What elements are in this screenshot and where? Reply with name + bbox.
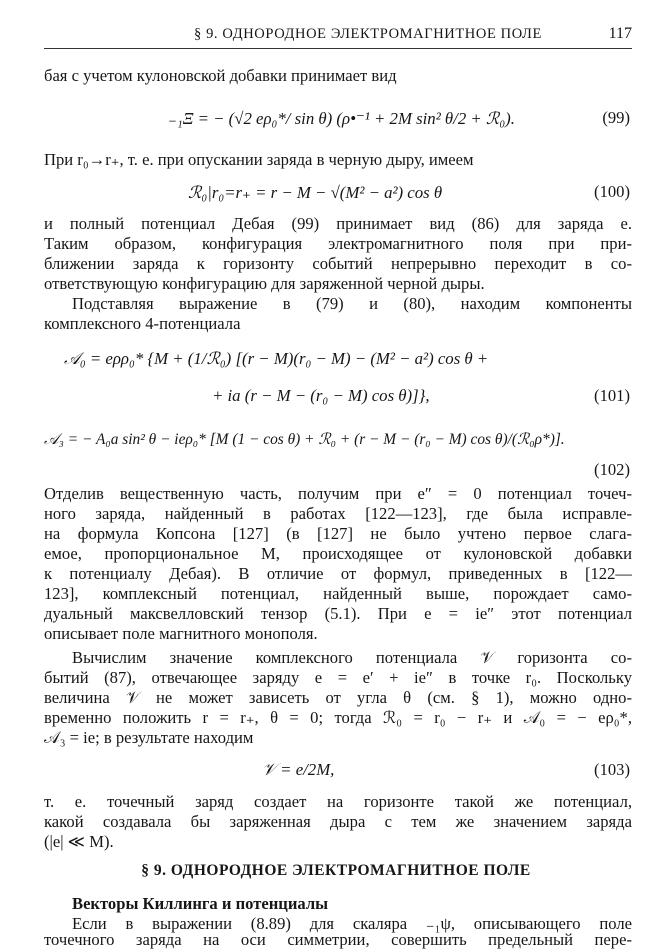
equation-101-line-2: + ia (r − M − (r₀ − M) cos θ)]}, xyxy=(212,386,430,405)
equation-103: 𝒱 = e/2M, xyxy=(262,760,335,779)
text-line: величина 𝒱 не может зависеть от угла θ (см. § 1), можно одно- xyxy=(44,688,632,707)
text-line: к потенциалу Дебая). В отличие от формул, приведенных в [122— xyxy=(44,564,632,583)
text-line: емое, пропорциональное M, происходящее от кулоновской добавки xyxy=(44,544,632,563)
text-line: т. е. точечный заряд создает на горизонте такой же потенциал, xyxy=(44,792,632,811)
text-line: точечного заряда на оси симметрии, совершить предельный пере- xyxy=(44,930,632,949)
equation-number-102: (102) xyxy=(594,460,630,479)
text-line: При r₀→r₊, т. е. при опускании заряда в черную дыру, имеем xyxy=(44,150,474,169)
equation-99: ₋₁Ξ = − (√2 eρ₀*/ sin θ) (ρ•⁻¹ + 2M sin² θ/2 + ℛ₀). xyxy=(168,109,515,128)
text-line: Подставляя выражение в (79) и (80), находим компоненты xyxy=(72,294,632,313)
text-line: на формула Копсона [127] (в [127] не было учтено первое слага- xyxy=(44,524,632,543)
text-line: Отделив вещественную часть, получим при e″ = 0 потенциал точеч- xyxy=(44,484,632,503)
section-heading: § 9. ОДНОРОДНОЕ ЭЛЕКТРОМАГНИТНОЕ ПОЛЕ xyxy=(141,862,531,879)
text-line: (|e| ≪ M). xyxy=(44,832,114,851)
page-number: 117 xyxy=(608,25,632,42)
equation-100: ℛ₀|r₀=r₊ = r − M − √(M² − a²) cos θ xyxy=(188,183,443,202)
text-line: ного заряда, найденный в работах [122—123], где была исправле- xyxy=(44,504,632,523)
equation-101-line-1: 𝒜₀ = eρρ₀* {M + (1/ℛ₀) [(r − M)(r₀ − M) − (M² − a²) cos θ + xyxy=(64,349,489,368)
running-title: § 9. ОДНОРОДНОЕ ЭЛЕКТРОМАГНИТНОЕ ПОЛЕ xyxy=(194,26,542,42)
text-line: ответствующую конфигурацию для заряженной черной дыры. xyxy=(44,274,485,293)
text-line: бытий (87), отвечающее заряду e = e′ + ie″ в точке r₀. Поскольку xyxy=(44,668,632,687)
text-line: Если в выражении (8.89) для скаляра ₋₁ψ, описывающего поле xyxy=(72,914,632,933)
equation-102: 𝒜₃ = − A₀a sin² θ − ieρ₀* [M (1 − cos θ) + ℛ₀ + (r − M − (r₀ − M) cos θ)/(ℛ₀ρ*)]. xyxy=(44,431,565,448)
equation-number-101: (101) xyxy=(594,386,630,405)
text-line: Вычислим значение комплексного потенциала 𝒱 горизонта со- xyxy=(72,648,632,667)
text-line: комплексного 4-потенциала xyxy=(44,314,241,333)
text-line: описывает поле магнитного монополя. xyxy=(44,624,318,643)
subsection-heading: Векторы Киллинга и потенциалы xyxy=(72,894,329,913)
text-line: 𝒜₃ = ie; в результате находим xyxy=(44,728,254,747)
equation-number-100: (100) xyxy=(594,182,630,201)
text-line: бая с учетом кулоновской добавки принимает вид xyxy=(44,66,397,85)
text-line: какой создавала бы заряженная дыра с тем же значением заряда xyxy=(44,812,632,831)
equation-number-103: (103) xyxy=(594,760,630,779)
equation-number-99: (99) xyxy=(602,108,630,127)
text-line: Таким образом, конфигурация электромагнитного поля при при- xyxy=(44,234,632,253)
text-line: и полный потенциал Дебая (99) принимает вид (86) для заряда e. xyxy=(44,214,632,233)
text-line: 123], комплексный потенциал, найденный выше, порождает само- xyxy=(44,584,632,603)
text-line: временно положить r = r₊, θ = 0; тогда ℛ₀ = r₀ − r₊ и 𝒜₀ = − eρ₀*, xyxy=(44,708,632,727)
text-line: дуальный максвелловский тензор (5.1). При e = ie″ этот потенциал xyxy=(44,604,632,623)
text-line: ближении заряда к горизонту событий непрерывно переходит в со- xyxy=(44,254,632,273)
running-header xyxy=(44,22,632,49)
